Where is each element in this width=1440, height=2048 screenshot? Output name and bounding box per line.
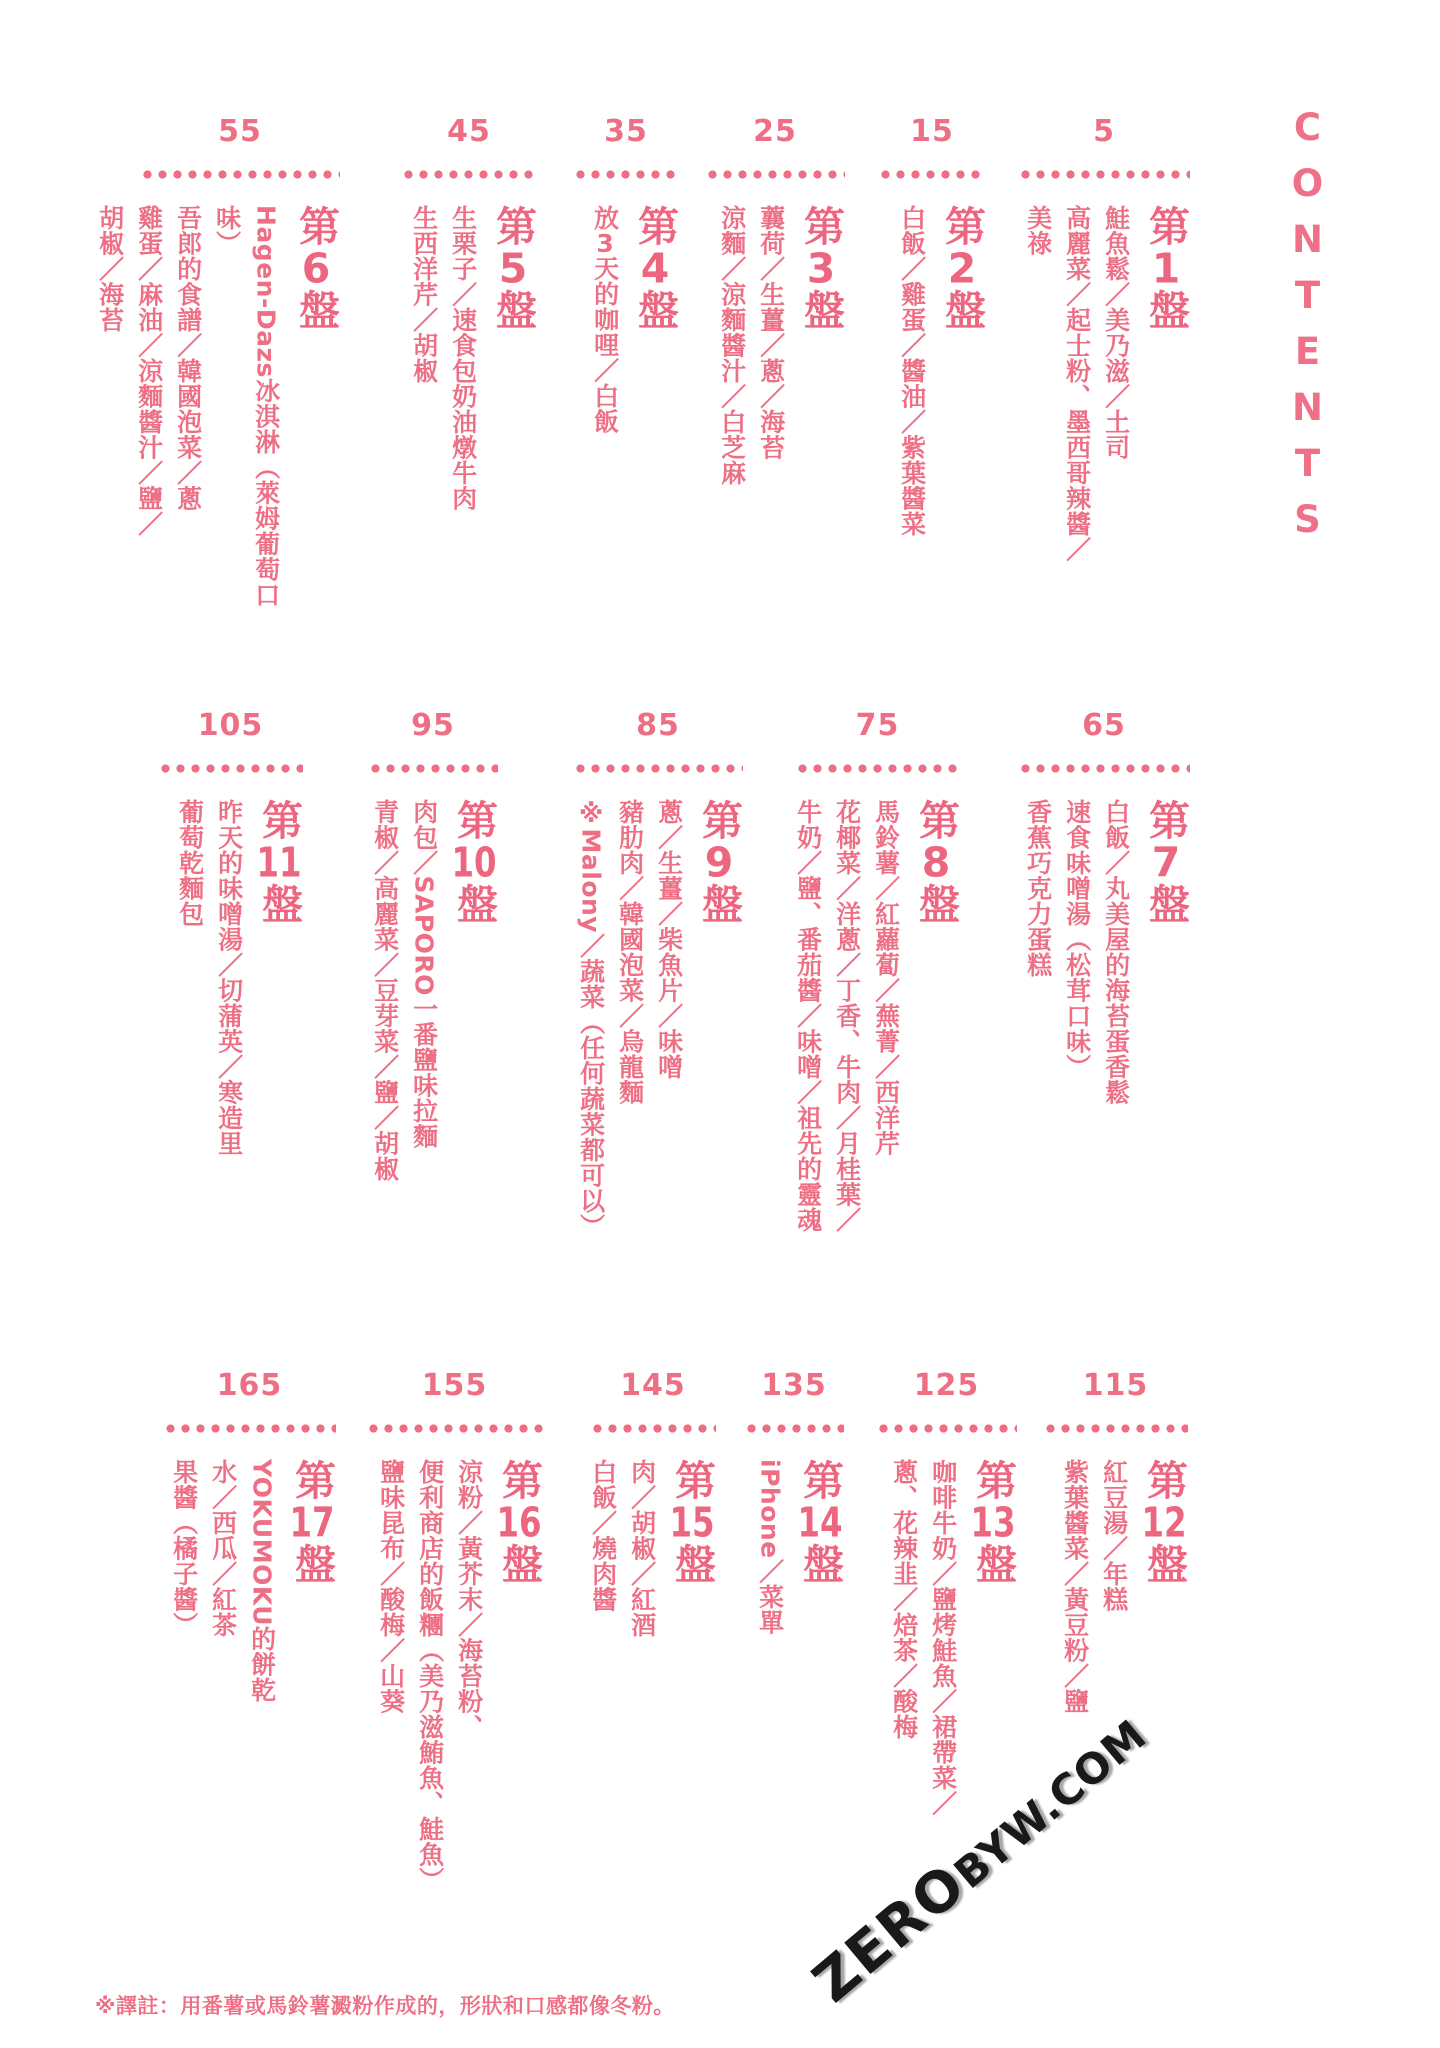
entry-line: 紫葉醬菜／黃豆粉／鹽 [1060,1459,1090,1714]
entry-body [795,799,960,1319]
footnote: ※譯註：用番薯或馬鈴薯澱粉作成的，形狀和口感都像冬粉。 [95,1994,675,2018]
entry-line: 紅豆湯／年糕 [1099,1459,1129,1612]
dotted-divider [705,170,845,179]
entry-title: 第9盤 [695,799,743,926]
page-number: 5 [1093,114,1115,149]
entry-body [878,205,986,645]
dotted-divider [1018,170,1190,179]
entry-line: 生西洋芹／胡椒 [409,205,439,384]
entry-line: YOKUMOKU的餅乾 [247,1459,277,1703]
entry-line: 生栗子／速食包奶油燉牛肉 [448,205,478,511]
watermark-secondary: BYW.COM [944,1710,1156,1899]
dotted-divider [1043,1424,1188,1433]
entry-body [1018,799,1190,1319]
toc-entry [705,112,845,645]
toc-entry [158,706,303,1319]
entry-body [163,1459,336,2004]
entry-line: 水／西瓜／紅茶 [208,1459,238,1638]
entry-title: 第10盤 [450,799,498,926]
toc-entry [401,112,537,645]
entry-line: 白飯／丸美屋的海苔蛋香鬆 [1101,799,1131,1105]
page-number: 65 [1082,708,1126,743]
page-number: 25 [753,114,797,149]
entry-line: iPhone／菜單 [755,1459,785,1636]
entry-line: 馬鈴薯／紅蘿蔔／蕪菁／西洋芹 [871,799,901,1156]
page-number: 75 [855,708,900,743]
watermark-primary: ZERO [801,1851,979,2016]
dotted-divider [1018,764,1190,773]
entry-line: 便利商店的飯糰（美乃滋鮪魚、鮭魚） [415,1459,445,1893]
dotted-divider [368,764,498,773]
page-number: 135 [761,1368,827,1403]
entry-title: 第8盤 [912,799,960,926]
page-number: 55 [218,114,262,149]
entry-body [573,799,743,1319]
toc-entry [878,112,986,645]
entry-title: 第12盤 [1140,1459,1188,1586]
entry-body [95,205,340,645]
dotted-divider [744,1424,844,1433]
entry-title: 第17盤 [288,1459,336,1586]
entry-title: 第14盤 [796,1459,844,1586]
entry-line: 高麗菜／起士粉、墨西哥辣醬／ [1062,205,1092,562]
dotted-divider [878,170,986,179]
entry-title: 第13盤 [969,1459,1017,1586]
entry-line: 蘘荷／生薑／蔥／海苔 [756,205,786,460]
entry-body [366,1459,543,2004]
dotted-divider [795,764,960,773]
entry-body [573,205,679,645]
toc-entry [95,112,340,645]
entry-line: 青椒／高麗菜／豆芽菜／鹽／胡椒 [370,799,400,1182]
toc-entry [368,706,498,1319]
entry-title: 第15盤 [668,1459,716,1586]
entry-line: 咖啡牛奶／鹽烤鮭魚／裙帶菜／ [928,1459,958,1816]
entry-line: 牛奶／鹽、番茄醬／味噌／祖先的靈魂 [793,799,823,1233]
page-number: 125 [913,1368,980,1403]
entry-title: 第16盤 [495,1459,543,1586]
page-number: 165 [216,1368,283,1403]
entry-line: 葡萄乾麵包 [175,799,205,927]
page-number: 145 [620,1368,686,1403]
entry-title: 第6盤 [292,205,340,332]
toc-entry [1043,1366,1188,2004]
entry-line: 美祿 [1023,205,1053,256]
entry-line: 豬肋肉／韓國泡菜／烏龍麵 [615,799,645,1105]
entry-line: 蔥／生薑／柴魚片／味噌 [654,799,684,1080]
entry-line: 鹽味昆布／酸梅／山葵 [376,1459,406,1714]
entry-body [705,205,845,645]
entry-body [744,1459,844,2004]
toc-entry [1018,112,1190,645]
page-number: 115 [1082,1368,1149,1403]
entry-line: ※Malony／蔬菜（任何蔬菜都可以） [576,799,606,1240]
entry-line: 肉包／SAPORO一番鹽味拉麵 [409,799,439,1149]
page-number: 45 [447,114,491,149]
entry-body [401,205,537,645]
entry-body [368,799,498,1319]
entry-title: 第7盤 [1142,799,1190,926]
entry-line: 香蕉巧克力蛋糕 [1023,799,1053,978]
toc-entry [1018,706,1190,1319]
page-number: 15 [910,114,954,149]
toc-entry [573,706,743,1319]
toc-entry [590,1366,716,2004]
entry-line: 涼麵／涼麵醬汁／白芝麻 [717,205,747,486]
page-number: 85 [636,708,680,743]
entry-body [1018,205,1190,645]
entry-line: 涼粉／黃芥末／海苔粉、 [454,1459,484,1740]
dotted-divider [163,1424,336,1433]
toc-entry [163,1366,336,2004]
dotted-divider [573,170,679,179]
entry-line: 昨天的味噌湯／切蒲英／寒造里 [214,799,244,1156]
entry-line: 花椰菜／洋蔥／丁香、牛肉／月桂葉／ [832,799,862,1233]
entry-body [158,799,303,1319]
entry-line: 胡椒／海苔 [95,205,125,333]
toc-entry [795,706,960,1319]
entry-title: 第1盤 [1142,205,1190,332]
entry-title: 第5盤 [489,205,537,332]
toc-entry [744,1366,844,2004]
entry-line: 放3天的咖哩／白飯 [590,205,620,434]
entry-title: 第3盤 [797,205,845,332]
toc-entry [573,112,679,645]
entry-title: 第2盤 [938,205,986,332]
page-number: 35 [604,114,648,149]
entry-line: 蔥、花辣韭／焙茶／酸梅 [889,1459,919,1740]
page-number: 155 [421,1368,488,1403]
contents-vertical-label: CONTENTS [1286,106,1329,554]
entry-line: 雞蛋／麻油／涼麵醬汁／鹽／ [134,205,164,537]
page-number: 105 [197,708,264,743]
dotted-divider [590,1424,716,1433]
toc-entry [366,1366,543,2004]
entry-line: Hagen-Dazs冰淇淋（萊姆葡萄口味） [212,205,281,608]
entry-title: 第11盤 [255,799,303,926]
entry-line: 肉／胡椒／紅酒 [627,1459,657,1638]
entry-body [590,1459,716,2004]
page-number: 95 [411,708,455,743]
entry-line: 果醬（橘子醬） [169,1459,199,1638]
dotted-divider [401,170,537,179]
dotted-divider [876,1424,1017,1433]
dotted-divider [140,170,340,179]
entry-line: 白飯／雞蛋／醬油／紫葉醬菜 [897,205,927,537]
entry-line: 吾郎的食譜／韓國泡菜／蔥 [173,205,203,511]
entry-line: 速食味噌湯（松茸口味） [1062,799,1092,1080]
entry-title: 第4盤 [631,205,679,332]
entry-line: 白飯／燒肉醬 [588,1459,618,1612]
entry-line: 鮭魚鬆／美乃滋／土司 [1101,205,1131,460]
dotted-divider [366,1424,543,1433]
dotted-divider [158,764,303,773]
dotted-divider [573,764,743,773]
